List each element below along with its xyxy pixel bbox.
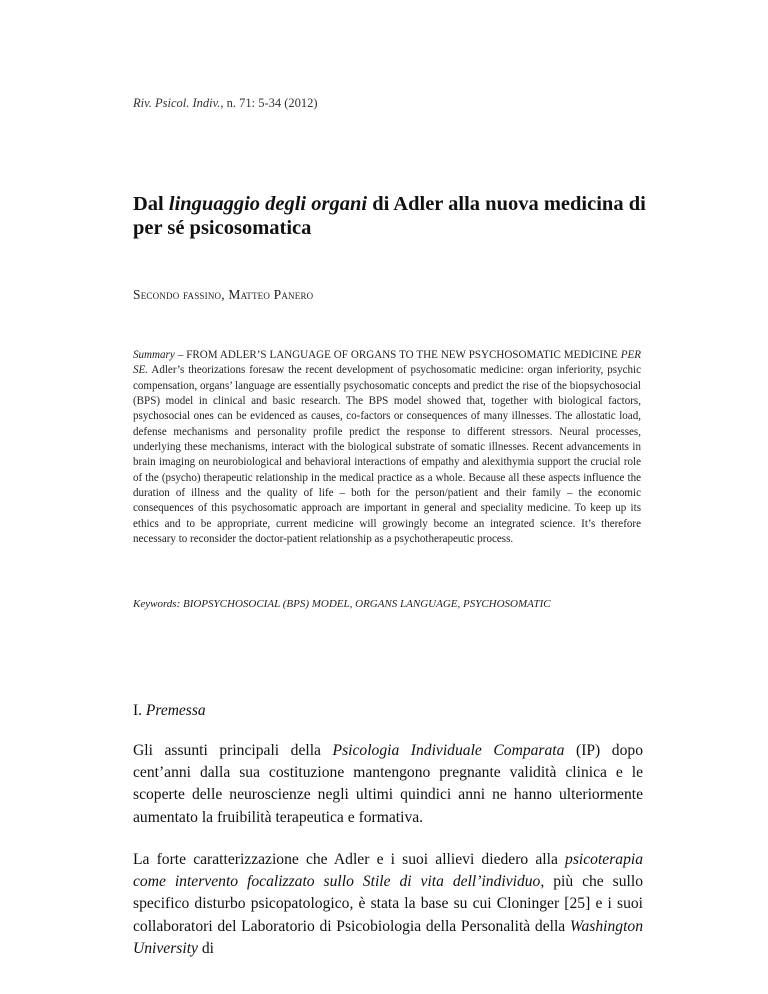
body-paragraph-1 bbox=[133, 740, 643, 829]
paragraph-text: più che sullo specifico disturbo psicopatologico, è stata la base su cui Cloninger [25] e i suoi collaboratori del Laboratorio di Psicobiologia della Personalità della bbox=[133, 873, 643, 935]
authors: Secondo fassino, Matteo Panero bbox=[133, 287, 314, 302]
paragraph-text: di bbox=[197, 939, 214, 957]
article-title bbox=[133, 192, 653, 240]
section-title: Premessa bbox=[145, 702, 206, 719]
journal-abbreviation: Riv. Psicol. Indiv. bbox=[133, 96, 221, 110]
summary-abstract bbox=[133, 348, 641, 547]
paragraph-italic: psicoterapia come intervento focalizzato sullo Stile di vita dell’individuo, bbox=[133, 851, 643, 891]
summary-text: Adler’s theorizations foresaw the recent development of psychosomatic medicine: organ inferiority, psychic compensation, organs’ language are essentially psychosomatic concepts and predict the rise of the biopsychosocial (BPS) model in clinical and basic research. The BPS model showed that, together with biological factors, psychosocial ones can be evidenced as causes, co-factors or consequences of many illnesses. The allostatic load, defense mechanisms and personality profile predict the response to different stressors. Neural processes, underlying these mechanisms, interact with the biological substrate of somatic illnesses. Recent advancements in brain imaging on neurobiological and behavioral interactions of empathy and alexithymia support the crucial role of the (psycho) therapeutic relationship in the medical practice as a whole. Because all these aspects influence the duration of illness and the quality of life – both for the person/patient and their family – the economic consequences of this psychosomatic approach are important in general and speciality medicine. To keep up its ethics and to be appropriate, current medicine will growingly become an integrated science. It’s therefore necessary to reconsider the doctor-patient relationship as a psychotherapeutic process. bbox=[133, 364, 641, 546]
title-part-2: di Adler alla nuova medicina di per sé psicosomatica bbox=[133, 193, 646, 239]
summary-dash: – bbox=[174, 349, 187, 361]
summary-heading: FROM ADLER’S LANGUAGE OF ORGANS TO THE NEW PSYCHOSOMATIC MEDICINE bbox=[186, 349, 621, 361]
summary-heading-italic: PER SE. bbox=[133, 349, 642, 377]
keywords-values: BIOPSYCHOSOCIAL (BPS) MODEL, ORGANS LANGUAGE, PSYCHOSOMATIC bbox=[180, 598, 551, 610]
paragraph-text: La forte caratterizzazione che Adler e i suoi allievi diedero alla bbox=[133, 851, 566, 868]
title-italic: linguaggio degli organi bbox=[168, 193, 368, 215]
keywords-label: Keywords: bbox=[133, 598, 181, 610]
body-paragraph-2 bbox=[133, 849, 643, 960]
keywords bbox=[133, 598, 653, 610]
journal-reference bbox=[133, 96, 318, 111]
paragraph-text: Gli assunti principali della bbox=[133, 742, 333, 759]
paragraph-italic: Psicologia Individuale Comparata bbox=[332, 742, 565, 759]
journal-issue: , n. 71: 5-34 (2012) bbox=[220, 96, 318, 110]
paragraph-italic: Washington University bbox=[133, 917, 643, 957]
summary-label: Summary bbox=[133, 349, 175, 361]
section-heading bbox=[133, 702, 206, 720]
section-number: I. bbox=[133, 702, 146, 719]
paragraph-text: (IP) dopo cent’anni dalla sua costituzione mantengono pregnante validità clinica e le scoperte delle neuroscienze negli ultimi quindici anni ne hanno ulteriormente aumentato la fruibilità terapeutica e formativa. bbox=[133, 742, 643, 826]
title-part-1: Dal bbox=[133, 193, 169, 215]
